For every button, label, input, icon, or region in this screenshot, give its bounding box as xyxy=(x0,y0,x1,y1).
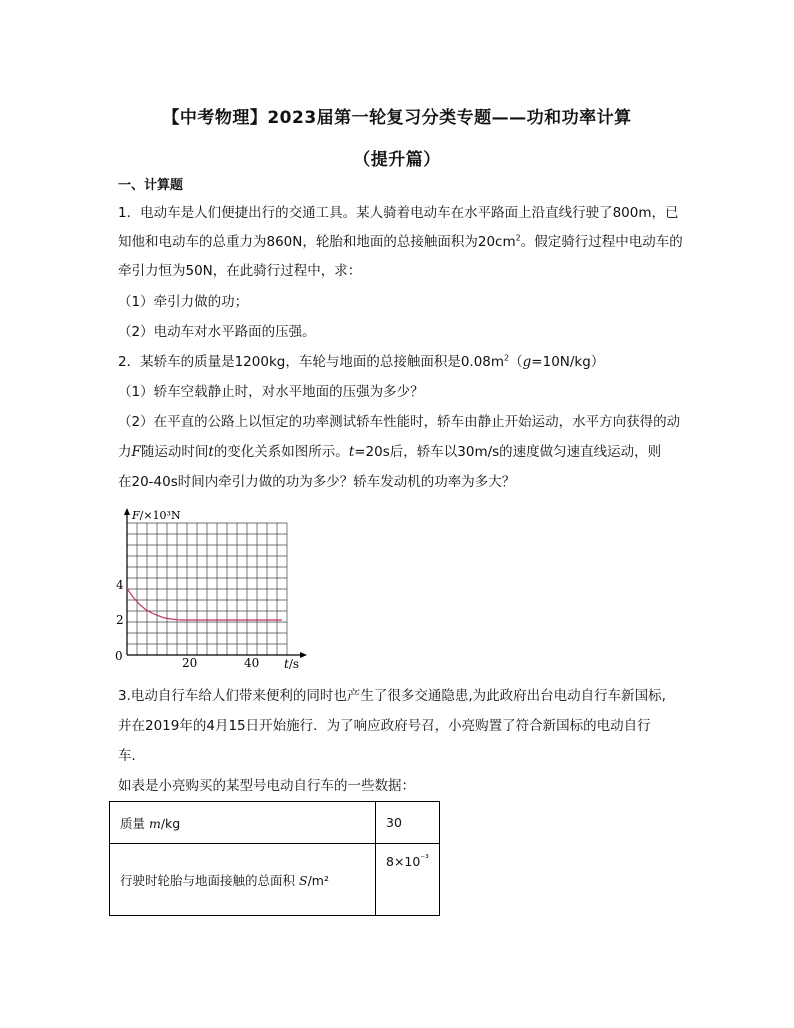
q2-s2l2-c: 的变化关系如图所示。 xyxy=(213,444,349,460)
document-title-line2: （提升篇） xyxy=(353,150,441,170)
chart-grid xyxy=(127,523,287,655)
q1-line2-rest: 。假定骑行过程中电动车的 xyxy=(520,234,683,250)
q3-line2: 并在2019年的4月15日开始施行．为了响应政府号召，小亮购置了符合新国标的电动自行 xyxy=(118,718,651,734)
document-title-line1: 【中考物理】2023届第一轮复习分类专题——功和功率计算 xyxy=(162,108,632,128)
tick-labels xyxy=(116,578,259,670)
q1-line2: 知他和电动车的总重力为860N，轮胎和地面的总接触面积为$20cm^2$。假定骑行过程中电动车的 xyxy=(118,233,683,250)
q2-sub2-line2 xyxy=(118,442,661,462)
table-row xyxy=(110,802,440,844)
y-axis-label xyxy=(131,509,181,522)
row1-label-b: /kg xyxy=(160,815,181,831)
q2-s2l2-d: =20s后，轿车以30m/s的速度做匀速直线运动，则 xyxy=(354,444,662,460)
table-cell-value: 30 xyxy=(376,802,440,844)
x-axis-arrow xyxy=(300,652,307,658)
y-axis-arrow xyxy=(124,508,130,515)
q2-sub2-line3: 在20-40s时间内牵引力做的功为多少？轿车发动机的功率为多大？ xyxy=(118,474,516,490)
q1-line2-text: 知他和电动车的总重力为860N，轮胎和地面的总接触面积为20cm xyxy=(118,234,516,250)
x-axis-unit: /s xyxy=(288,657,300,670)
x-axis-var: t xyxy=(284,657,289,670)
x-tick-label: 20 xyxy=(182,656,198,670)
y-tick-label: 4 xyxy=(116,578,124,592)
q2-line1: 2．某轿车的质量是1200kg，车轮与地面的总接触面积是$0.08m^2(g=10N/kg)$ xyxy=(118,353,605,370)
row2-value-exp: ⁻³ xyxy=(420,854,429,864)
force-time-chart xyxy=(112,505,312,670)
row2-label-var: S xyxy=(298,872,308,888)
row2-label-b: /m² xyxy=(307,872,329,888)
q3-line1: 3.电动自行车给人们带来便利的同时也产生了很多交通隐患,为此政府出台电动自行车新国标, xyxy=(118,688,666,704)
q2-line1-paren: （ xyxy=(509,354,523,370)
origin-label: 0 xyxy=(115,649,123,663)
q1-line1: 1．电动车是人们便捷出行的交通工具。某人骑着电动车在水平路面上沿直线行驶了800m，已 xyxy=(118,205,679,221)
x-tick-label: 40 xyxy=(244,656,260,670)
force-curve xyxy=(127,589,282,621)
q2-g-var: g xyxy=(522,354,532,370)
q2-t-var: t xyxy=(208,444,214,460)
q2-line1-rest: =10N/kg） xyxy=(531,354,605,370)
q1-sub1: （1）牵引力做的功； xyxy=(118,294,249,310)
q2-line1-text: 2．某轿车的质量是1200kg，车轮与地面的总接触面积是0.08m xyxy=(118,354,505,370)
table-cell-label xyxy=(110,802,376,844)
row2-label-a: 行驶时轮胎与地面接触的总面积 xyxy=(120,872,299,888)
row1-label-var: m xyxy=(148,815,161,831)
q2-s2l2-b: 随运动时间 xyxy=(140,444,209,460)
section-heading: 一、计算题 xyxy=(118,178,184,193)
table-cell-label xyxy=(110,844,376,916)
table-row xyxy=(110,844,440,916)
table-cell-value xyxy=(376,844,440,916)
q1-sub2: （2）电动车对水平路面的压强。 xyxy=(118,324,316,340)
x-axis-label xyxy=(284,657,299,670)
q2-F-var: F xyxy=(131,444,141,460)
row1-label-a: 质量 xyxy=(120,815,149,831)
y-tick-label: 2 xyxy=(116,613,124,627)
y-axis-var: F xyxy=(132,509,140,522)
ebike-spec-table xyxy=(109,801,440,916)
q3-line3: 车． xyxy=(118,748,145,764)
y-axis-unit: /×10³N xyxy=(139,509,181,522)
row2-value: 8×10 xyxy=(386,854,421,869)
q2-sub1: （1）轿车空载静止时，对水平地面的压强为多少？ xyxy=(118,384,424,400)
q2-sub2-line1: （2）在平直的公路上以恒定的功率测试轿车性能时，轿车由静止开始运动，水平方向获得的动 xyxy=(118,414,681,430)
q1-line3: 牵引力恒为50N，在此骑行过程中，求： xyxy=(118,263,362,279)
q2-s2l2-a: 力 xyxy=(118,444,132,460)
q2-t-var-2: t xyxy=(348,444,355,460)
table-intro: 如表是小亮购买的某型号电动自行车的一些数据： xyxy=(118,778,415,794)
